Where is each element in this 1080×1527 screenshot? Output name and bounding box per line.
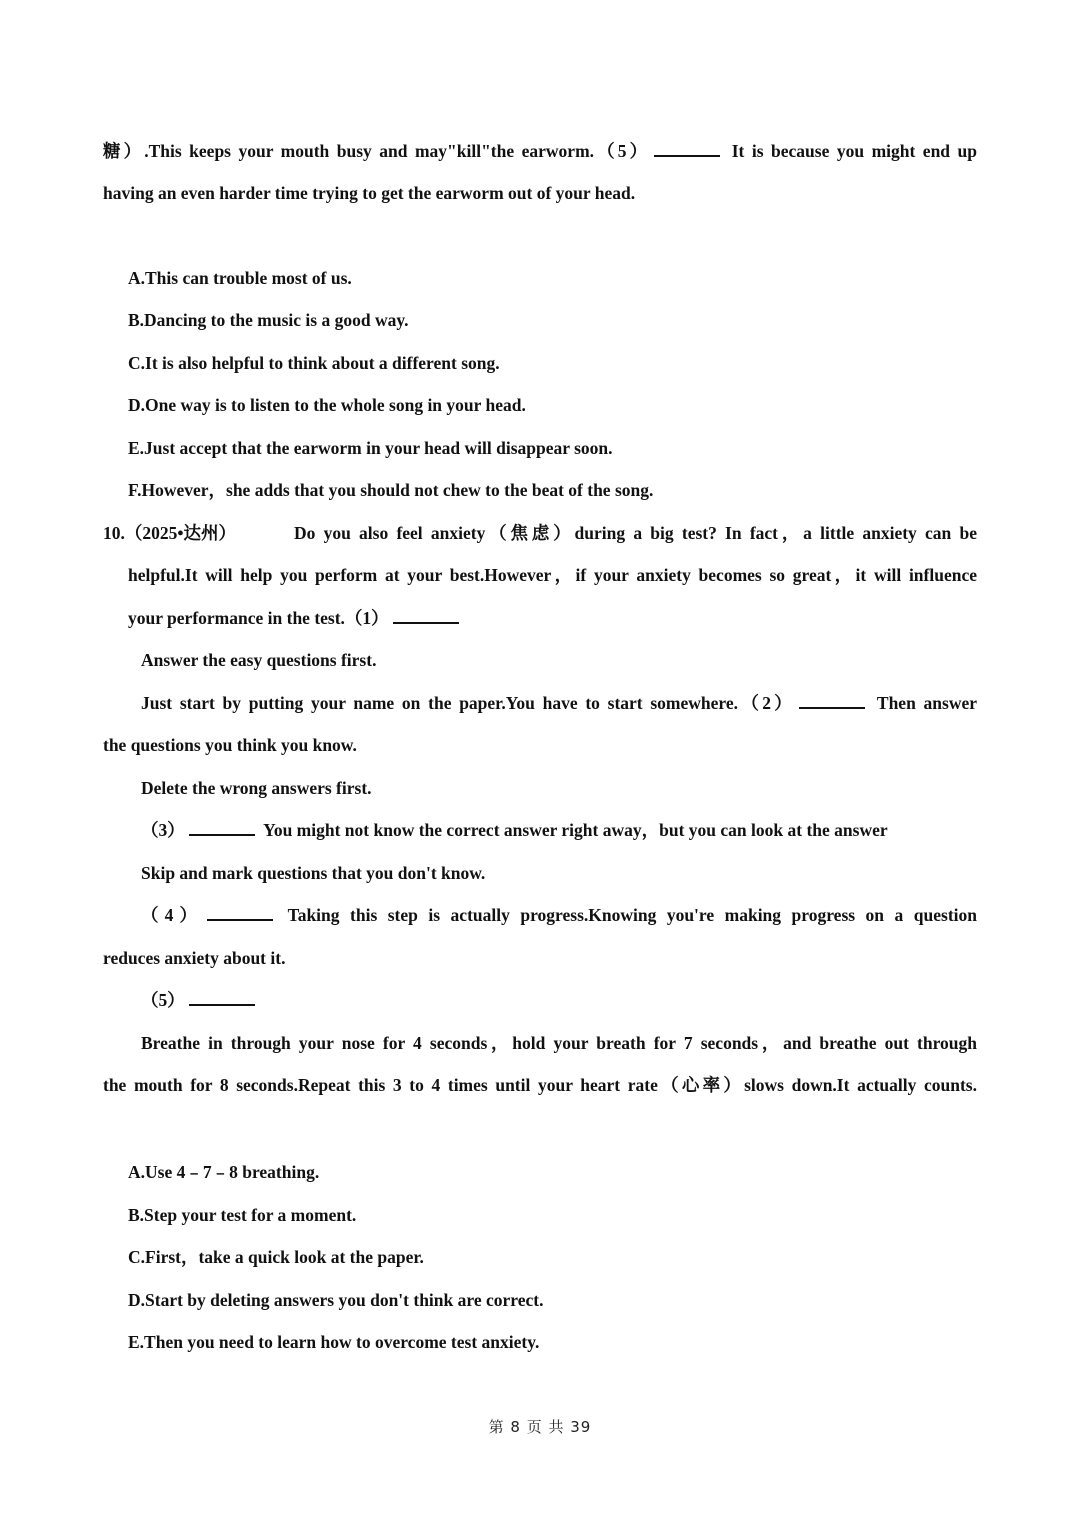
question10-para2-text: You might not know the correct answer right away，but you can look at the answer xyxy=(263,820,888,840)
question10-intro2: helpful.It will help you perform at your best.However，if your anxiety becomes so great，it will influence xyxy=(128,565,977,585)
question10-para2-label: （3） xyxy=(141,820,185,840)
question10-para1-line1 xyxy=(141,691,977,715)
answer-blank-2 xyxy=(799,693,865,709)
passage9-option-c: C.It is also helpful to think about a different song. xyxy=(128,353,500,373)
answer-blank-5 xyxy=(654,141,720,157)
question10-para5-line2: the mouth for 8 seconds.Repeat this 3 to 4 times until your heart rate（心率）slows down.It actually counts. xyxy=(103,1075,977,1095)
question10-para3 xyxy=(141,903,977,927)
passage9-line1 xyxy=(103,139,977,163)
question10-para3-text: Taking this step is actually progress.Knowing you're making progress on a question xyxy=(287,905,978,925)
question10-option-d: D.Start by deleting answers you don't think are correct. xyxy=(128,1290,544,1310)
question10-para3-cont: reduces anxiety about it. xyxy=(103,948,286,968)
answer-blank-4 xyxy=(207,905,273,921)
question10-para4-label: （5） xyxy=(141,990,185,1010)
question10-option-b: B.Step your test for a moment. xyxy=(128,1205,357,1225)
question10-para3-label: （4） xyxy=(141,905,204,925)
answer-blank-5b xyxy=(189,990,255,1006)
passage9-line2: having an even harder time trying to get the earworm out of your head. xyxy=(103,183,636,203)
passage9-option-e: E.Just accept that the earworm in your head will disappear soon. xyxy=(128,438,613,458)
passage9-line1-b: It is because you might end up xyxy=(731,141,977,161)
passage9-option-d: D.One way is to listen to the whole song in your head. xyxy=(128,395,526,415)
question10-para2 xyxy=(141,818,888,842)
question10-number: 10.（2025•达州） xyxy=(103,523,237,543)
question10-para1-b: Then answer xyxy=(876,693,978,713)
page-footer: 第 8 页 共 39 xyxy=(488,1418,592,1436)
passage9-option-b: B.Dancing to the music is a good way. xyxy=(128,310,409,330)
question10-para1-line2: the questions you think you know. xyxy=(103,735,357,755)
question10-intro1: Do you also feel anxiety（焦虑）during a big test? In fact，a little anxiety can be xyxy=(294,523,977,543)
question10-intro3-text: your performance in the test.（1） xyxy=(128,608,389,628)
question10-option-a: A.Use 4﹣7﹣8 breathing. xyxy=(128,1162,320,1182)
question10-para5-line1: Breathe in through your nose for 4 seconds，hold your breath for 7 seconds，and breathe out through xyxy=(141,1033,977,1053)
question10-para4 xyxy=(141,988,259,1012)
question10-intro3 xyxy=(128,606,463,630)
question10-heading3: Skip and mark questions that you don't know. xyxy=(141,863,486,883)
answer-blank-1 xyxy=(393,608,459,624)
question10-para1-a: Just start by putting your name on the paper.You have to start somewhere.（2） xyxy=(141,693,796,713)
passage9-line1-a: 糖）.This keeps your mouth busy and may"kill"the earworm.（5） xyxy=(103,141,651,161)
question10-heading1: Answer the easy questions first. xyxy=(141,650,377,670)
question10-option-e: E.Then you need to learn how to overcome test anxiety. xyxy=(128,1332,540,1352)
question10-heading2: Delete the wrong answers first. xyxy=(141,778,372,798)
passage9-option-a: A.This can trouble most of us. xyxy=(128,268,352,288)
passage9-option-f: F.However，she adds that you should not chew to the beat of the song. xyxy=(128,480,654,500)
answer-blank-3 xyxy=(189,820,255,836)
question10-option-c: C.First，take a quick look at the paper. xyxy=(128,1247,424,1267)
